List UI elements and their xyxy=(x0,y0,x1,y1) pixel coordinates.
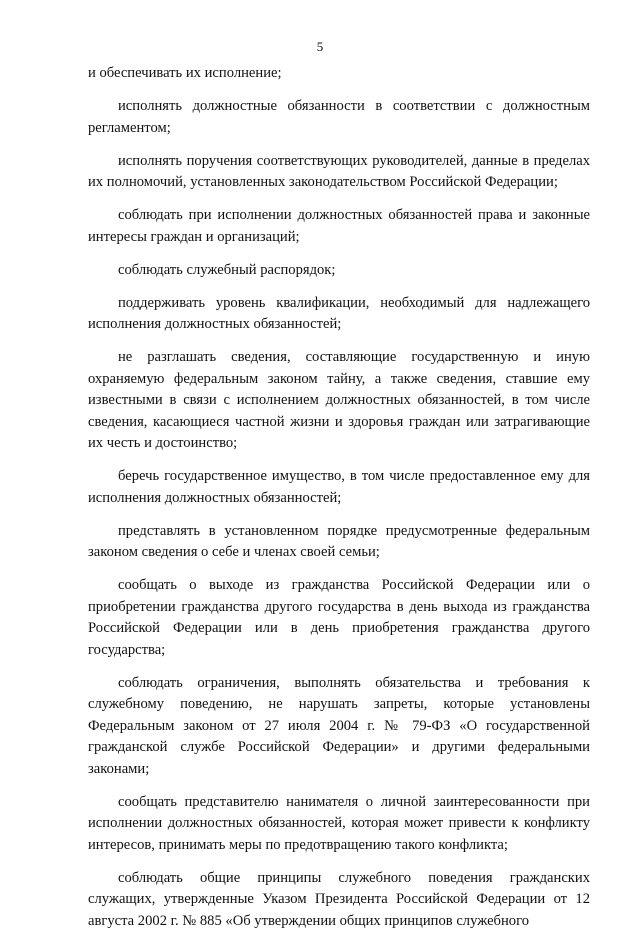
paragraph-11: соблюдать ограничения, выполнять обязательства и требования к служебному поведению, не нарушать запреты, которые установлены Федеральным законом от 27 июля 2004 г. № 79-ФЗ «О государственной гражданской службе Российской Федерации» и другими федеральными законами; xyxy=(88,673,590,781)
paragraph-6: поддерживать уровень квалификации, необходимый для надлежащего исполнения должностных обязанностей; xyxy=(88,293,590,336)
paragraph-1: и обеспечивать их исполнение; xyxy=(88,63,590,85)
paragraph-10: сообщать о выходе из гражданства Российской Федерации или о приобретении гражданства другого государства в день выхода из гражданства Российской Федерации или в день приобретения гражданства другого государства; xyxy=(88,575,590,661)
paragraph-9: представлять в установленном порядке предусмотренные федеральным законом сведения о себе и членах своей семьи; xyxy=(88,521,590,564)
paragraph-2: исполнять должностные обязанности в соответствии с должностным регламентом; xyxy=(88,96,590,139)
paragraph-8: беречь государственное имущество, в том числе предоставленное ему для исполнения должностных обязанностей; xyxy=(88,466,590,509)
paragraph-5: соблюдать служебный распорядок; xyxy=(88,260,590,282)
paragraph-3: исполнять поручения соответствующих руководителей, данные в пределах их полномочий, установленных законодательством Российской Федерации; xyxy=(88,151,590,194)
page-number: 5 xyxy=(0,39,640,54)
document-body xyxy=(88,63,590,932)
paragraph-4: соблюдать при исполнении должностных обязанностей права и законные интересы граждан и организаций; xyxy=(88,205,590,248)
paragraph-7: не разглашать сведения, составляющие государственную и иную охраняемую федеральным законом тайну, а также сведения, ставшие ему известными в связи с исполнением должностных обязанностей, в том числе сведения, касающиеся частной жизни и здоровья граждан или затрагивающие их честь и достоинство; xyxy=(88,347,590,455)
paragraph-12: сообщать представителю нанимателя о личной заинтересованности при исполнении должностных обязанностей, которая может привести к конфликту интересов, принимать меры по предотвращению такого конфликта; xyxy=(88,792,590,857)
paragraph-13: соблюдать общие принципы служебного поведения гражданских служащих, утвержденные Указом Президента Российской Федерации от 12 августа 2002 г. № 885 «Об утверждении общих принципов служебного xyxy=(88,868,590,932)
